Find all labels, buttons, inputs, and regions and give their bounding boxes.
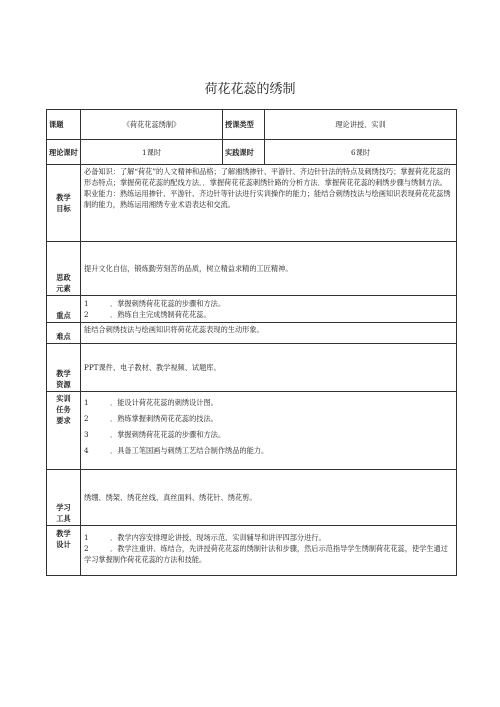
row-hours	[47, 140, 457, 165]
design-item: 1 ．教学内容安排理论讲授、现场示范、实训辅导和讲评四部分进行。	[84, 533, 326, 542]
row-design	[47, 526, 457, 576]
row-resources	[47, 344, 457, 392]
type-label: 授课类型	[223, 110, 265, 140]
design-content	[81, 526, 457, 576]
resources-content: PPT课件、电子教材、教学视频、试题库。	[81, 344, 457, 392]
key-points-label: 重点	[47, 296, 81, 323]
difficulty-content: 能结合刺绣技法与绘画知识将荷花花蕊表现的生动形象。	[81, 323, 457, 344]
tasks-content	[81, 392, 457, 470]
row-goals	[47, 165, 457, 242]
row-key-points	[47, 296, 457, 323]
course-value: 《荷花花蕊绣制》	[81, 110, 223, 140]
ideology-label: 思政 元素	[47, 242, 81, 296]
practice-hours-value: 6课时	[265, 140, 457, 165]
design-item: 2 ．教学注重讲、练结合，先讲授荷花花蕊的绣制针法和步骤，然后示范指导学生绣制荷花花蕊，使学生通过学习掌握制作荷花花蕊的方法和技能。	[84, 544, 448, 564]
goals-content	[81, 165, 457, 242]
theory-hours-value: 1课时	[81, 140, 223, 165]
key-point-item: 2 ．熟练自主完成绣制荷花花蕊。	[84, 310, 211, 319]
row-ideology	[47, 242, 457, 296]
goals-knowledge: 必备知识：了解“荷花”的人文精神和品格；了解湘绣掺针、平游针、齐边针针法的特点及刺绣技巧；掌握荷花花蕊的形态特点；掌握荷花花蕊的配线方法．．掌握荷花花蕊刺绣针路的分析方法．掌握荷花花蕊的刺绣步骤与绣制方法。	[84, 167, 451, 187]
row-tasks	[47, 392, 457, 470]
page-title: 荷花花蕊的绣制	[204, 82, 296, 97]
key-points-content	[81, 296, 457, 323]
goals-ability: 职业能力：熟练运用掺针、平游针、齐边针等针法进行实训操作的能力；能结合刺绣技法与绘画知识表现荷花花蕊绣制的能力，熟练运用湘绣专业术语表达和交流。	[84, 189, 451, 209]
row-difficulty	[47, 323, 457, 344]
course-label: 课题	[47, 110, 81, 140]
theory-hours-label: 理论课时	[47, 140, 81, 165]
key-point-item: 1 ．掌握刺绣荷花花蕊的步骤和方法。	[84, 299, 226, 308]
design-label: 教学 设计	[47, 526, 81, 576]
ideology-content: 提升文化自信，锻炼勤劳刻苦的品质，树立精益求精的工匠精神。	[81, 242, 457, 296]
row-tools	[47, 470, 457, 526]
tasks-label: 实训 任务 要求	[47, 392, 81, 470]
lesson-plan-table	[46, 109, 457, 576]
practice-hours-label: 实践课时	[223, 140, 265, 165]
tools-label: 学习 工具	[47, 470, 81, 526]
difficulty-label: 难点	[47, 323, 81, 344]
task-item: 1 ．能设计荷花花蕊的刺绣设计图。	[84, 398, 218, 407]
type-value: 理论讲授、实训	[265, 110, 457, 140]
task-item: 4 ．具备工笔国画与刺绣工艺结合制作绣品的能力。	[84, 446, 269, 455]
task-item: 3 ．掌握刺绣荷花花蕊的步骤和方法。	[84, 430, 226, 439]
goals-label: 教学 目标	[47, 165, 81, 242]
resources-label: 教学 资源	[47, 344, 81, 392]
row-course	[47, 110, 457, 140]
task-item: 2 ．熟练掌握刺绣荷花花蕊的技法。	[84, 414, 218, 423]
tools-content: 绣绷、绣架、绣花丝线、真丝面料、绣花针、绣花剪。	[81, 470, 457, 526]
